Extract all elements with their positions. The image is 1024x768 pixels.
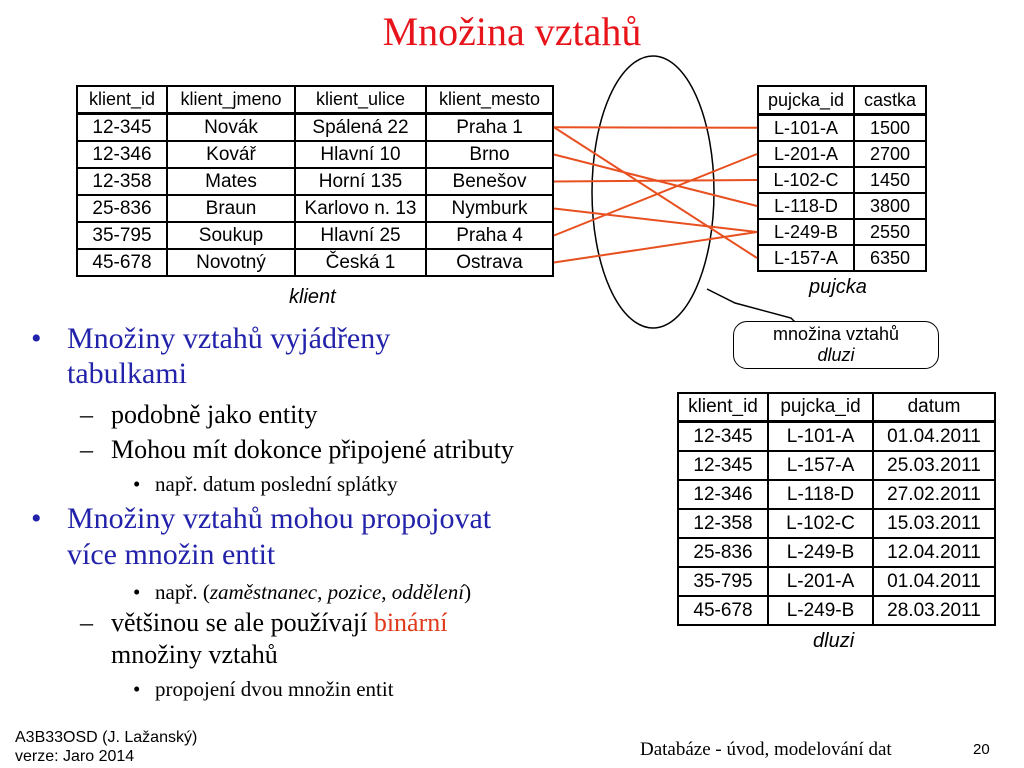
klient-caption: klient bbox=[289, 286, 336, 308]
callout-line1: množina vztahů bbox=[772, 324, 900, 344]
table-row bbox=[77, 168, 553, 195]
table-cell: 25-836 bbox=[678, 538, 768, 567]
table-cell: L-157-A bbox=[758, 245, 854, 271]
footer-version: verze: Jaro 2014 bbox=[15, 748, 135, 765]
column-header: klient_id bbox=[678, 393, 768, 422]
table-row bbox=[758, 219, 926, 245]
bullet-2-sub2 bbox=[111, 609, 447, 637]
dluzi-table bbox=[677, 392, 996, 626]
pujcka-table bbox=[757, 85, 927, 272]
table-cell: Praha 4 bbox=[426, 222, 553, 249]
sub2-text: většinou se ale používají bbox=[111, 608, 374, 637]
table-cell: 28.03.2011 bbox=[873, 596, 995, 625]
pujcka-header-row bbox=[758, 86, 926, 115]
table-cell: 1500 bbox=[854, 115, 926, 142]
table-row bbox=[77, 249, 553, 276]
bullet-marker: • bbox=[31, 502, 42, 535]
table-cell: Česká 1 bbox=[295, 249, 426, 276]
table-cell: Nymburk bbox=[426, 195, 553, 222]
relationship-set-ellipse bbox=[592, 56, 714, 328]
footer-title: Databáze - úvod, modelování dat bbox=[640, 739, 892, 760]
relationship-link bbox=[554, 127, 757, 258]
table-cell: L-157-A bbox=[768, 451, 873, 480]
bullet-marker: • bbox=[133, 580, 141, 604]
bullet-marker: • bbox=[31, 322, 42, 355]
table-cell: Braun bbox=[167, 195, 295, 222]
table-cell: 35-795 bbox=[678, 567, 768, 596]
table-row bbox=[678, 509, 995, 538]
bullet-1-line2: tabulkami bbox=[67, 357, 187, 390]
column-header: castka bbox=[854, 86, 926, 115]
relationship-link bbox=[554, 155, 757, 207]
table-cell: L-101-A bbox=[768, 422, 873, 452]
table-cell: 15.03.2011 bbox=[873, 509, 995, 538]
column-header: klient_jmeno bbox=[167, 86, 295, 114]
binary-highlight: binární bbox=[373, 608, 448, 637]
table-cell: 45-678 bbox=[77, 249, 167, 276]
table-cell: 2550 bbox=[854, 219, 926, 245]
table-cell: 25.03.2011 bbox=[873, 451, 995, 480]
bullet-marker: • bbox=[133, 677, 141, 701]
table-cell: 12-345 bbox=[678, 451, 768, 480]
table-cell: Soukup bbox=[167, 222, 295, 249]
example-suffix: ) bbox=[464, 580, 472, 604]
pujcka-caption: pujcka bbox=[809, 276, 867, 298]
table-cell: L-201-A bbox=[758, 141, 854, 167]
example-prefix: např. ( bbox=[155, 580, 210, 604]
footer-course: A3B33OSD (J. Lažanský) bbox=[15, 729, 198, 746]
bullet-2-example bbox=[155, 580, 471, 604]
table-cell: L-249-B bbox=[758, 219, 854, 245]
table-row bbox=[678, 567, 995, 596]
bullet-2-sub2-line2: množiny vztahů bbox=[111, 640, 278, 669]
table-row bbox=[678, 451, 995, 480]
dash-marker: – bbox=[80, 435, 93, 464]
footer-author bbox=[15, 728, 197, 766]
table-row bbox=[77, 195, 553, 222]
relationship-link bbox=[554, 127, 757, 128]
example-term: zaměstnanec bbox=[209, 580, 318, 604]
table-cell: 45-678 bbox=[678, 596, 768, 625]
table-row bbox=[678, 422, 995, 452]
table-row bbox=[77, 222, 553, 249]
table-row bbox=[77, 114, 553, 142]
bullet-1-sub2: Mohou mít dokonce připojené atributy bbox=[111, 435, 514, 464]
table-cell: 12-345 bbox=[678, 422, 768, 452]
table-cell: Ostrava bbox=[426, 249, 553, 276]
table-row bbox=[678, 480, 995, 509]
dash-marker: – bbox=[80, 608, 93, 637]
table-cell: 12-345 bbox=[77, 114, 167, 142]
table-cell: 2700 bbox=[854, 141, 926, 167]
callout-line2: dluzi bbox=[817, 345, 855, 365]
table-cell: L-118-D bbox=[768, 480, 873, 509]
table-cell: 12-346 bbox=[678, 480, 768, 509]
table-cell: Novotný bbox=[167, 249, 295, 276]
table-cell: Praha 1 bbox=[426, 114, 553, 142]
bullet-1-sub2-sub1: např. datum poslední splátky bbox=[155, 472, 398, 496]
table-cell: 35-795 bbox=[77, 222, 167, 249]
dluzi-caption: dluzi bbox=[813, 630, 855, 652]
table-cell: Horní 135 bbox=[295, 168, 426, 195]
slide-title: Množina vztahů bbox=[382, 9, 642, 54]
table-row bbox=[758, 141, 926, 167]
column-header: klient_ulice bbox=[295, 86, 426, 114]
table-cell: 01.04.2011 bbox=[873, 422, 995, 452]
relationship-callout bbox=[733, 321, 939, 369]
column-header: datum bbox=[873, 393, 995, 422]
table-cell: Brno bbox=[426, 141, 553, 168]
callout-pointer bbox=[707, 289, 796, 323]
table-cell: L-118-D bbox=[758, 193, 854, 219]
table-row bbox=[758, 245, 926, 271]
bullet-1-line1: Množiny vztahů vyjádřeny bbox=[67, 322, 391, 355]
bullet-1-sub1: podobně jako entity bbox=[111, 400, 318, 429]
example-separator: , bbox=[317, 580, 328, 604]
table-cell: L-249-B bbox=[768, 596, 873, 625]
relationship-links bbox=[554, 127, 757, 262]
example-separator: , bbox=[381, 580, 392, 604]
table-row bbox=[678, 596, 995, 625]
table-cell: 12-358 bbox=[678, 509, 768, 538]
table-cell: 6350 bbox=[854, 245, 926, 271]
table-cell: L-201-A bbox=[768, 567, 873, 596]
bullet-2-line1: Množiny vztahů mohou propojovat bbox=[67, 502, 492, 535]
relationship-link bbox=[554, 180, 757, 182]
table-cell: 25-836 bbox=[77, 195, 167, 222]
table-cell: Hlavní 25 bbox=[295, 222, 426, 249]
table-cell: 1450 bbox=[854, 167, 926, 193]
column-header: klient_mesto bbox=[426, 86, 553, 114]
column-header: klient_id bbox=[77, 86, 167, 114]
relationship-link bbox=[554, 209, 757, 233]
bullet-marker: • bbox=[133, 472, 141, 496]
dluzi-header-row bbox=[678, 393, 995, 422]
page-number: 20 bbox=[973, 741, 990, 758]
dash-marker: – bbox=[80, 400, 93, 429]
table-row bbox=[77, 141, 553, 168]
table-row bbox=[758, 167, 926, 193]
table-cell: L-249-B bbox=[768, 538, 873, 567]
table-cell: Hlavní 10 bbox=[295, 141, 426, 168]
table-cell: 3800 bbox=[854, 193, 926, 219]
table-cell: 27.02.2011 bbox=[873, 480, 995, 509]
bullet-2-line2: více množin entit bbox=[67, 538, 276, 571]
table-cell: L-102-C bbox=[758, 167, 854, 193]
table-cell: Karlovo n. 13 bbox=[295, 195, 426, 222]
table-cell: Benešov bbox=[426, 168, 553, 195]
relationship-link bbox=[554, 232, 757, 263]
bullet-2-sub2-sub1: propojení dvou množin entit bbox=[155, 677, 394, 701]
table-cell: 12-358 bbox=[77, 168, 167, 195]
relationship-link bbox=[554, 154, 757, 236]
table-cell: 12.04.2011 bbox=[873, 538, 995, 567]
klient-table bbox=[76, 85, 554, 277]
table-cell: 12-346 bbox=[77, 141, 167, 168]
table-cell: 01.04.2011 bbox=[873, 567, 995, 596]
table-row bbox=[758, 115, 926, 142]
table-cell: Spálená 22 bbox=[295, 114, 426, 142]
table-cell: L-101-A bbox=[758, 115, 854, 142]
table-cell: L-102-C bbox=[768, 509, 873, 538]
table-cell: Novák bbox=[167, 114, 295, 142]
column-header: pujcka_id bbox=[768, 393, 873, 422]
table-cell: Mates bbox=[167, 168, 295, 195]
table-cell: Kovář bbox=[167, 141, 295, 168]
example-term: oddělení bbox=[391, 580, 465, 604]
klient-header-row bbox=[77, 86, 553, 114]
column-header: pujcka_id bbox=[758, 86, 854, 115]
table-row bbox=[678, 538, 995, 567]
example-term: pozice bbox=[327, 580, 382, 604]
table-row bbox=[758, 193, 926, 219]
